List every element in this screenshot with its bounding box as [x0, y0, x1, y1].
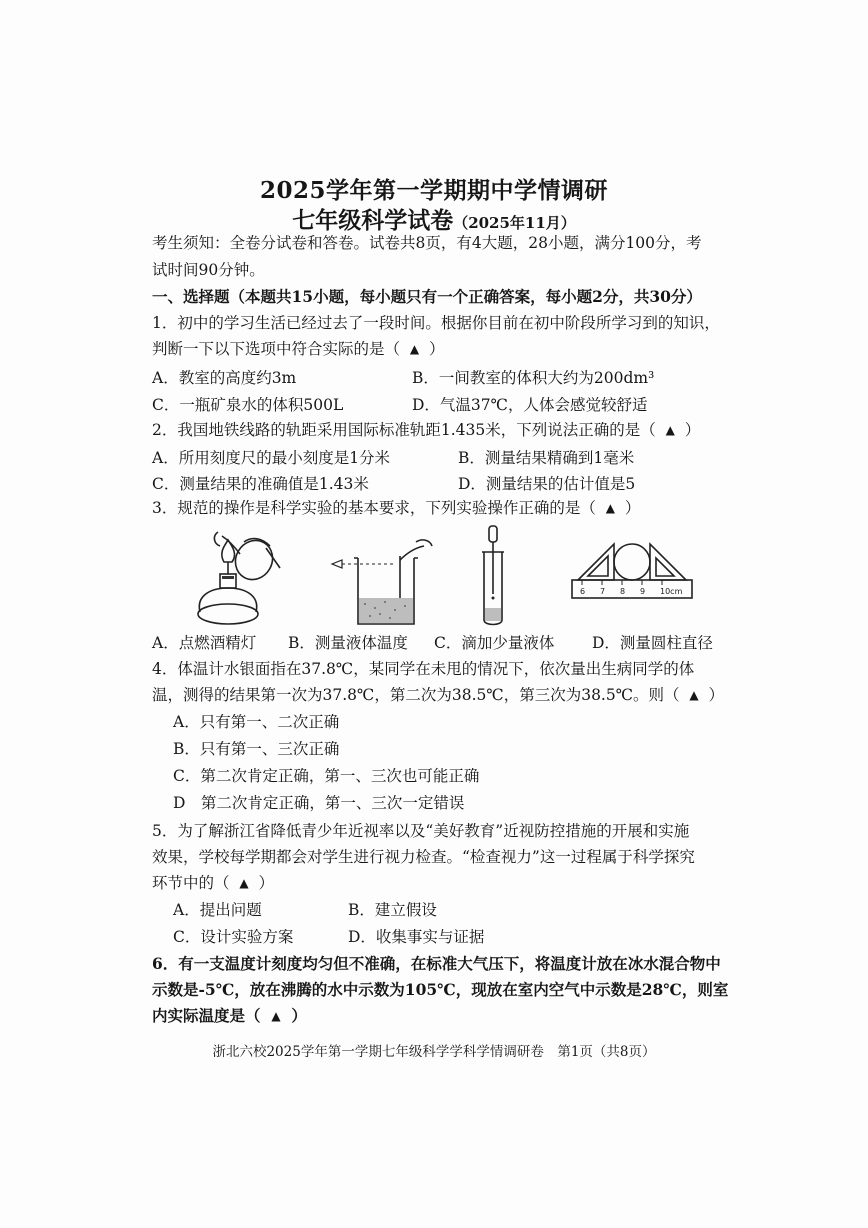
q5-stem-line-1: 5．为了解浙江省降低青少年近视率以及“美好教育”近视防控措施的开展和实施	[152, 822, 690, 840]
ruler-label: 8	[620, 587, 626, 596]
q4-close-paren: ）	[708, 686, 725, 704]
answer-blank-mark: ▲	[271, 1009, 281, 1023]
q3-close-paren: ）	[624, 499, 641, 517]
q5-option-d: D．收集事实与证据	[348, 928, 485, 946]
q5-stem-line-2: 效果，学校每学期都会对学生进行视力检查。“检查视力”这一过程属于科学探究	[152, 848, 695, 866]
answer-blank-mark: ▲	[605, 501, 615, 515]
q2-option-a: A．所用刻度尺的最小刻度是1分米	[152, 449, 391, 467]
q2-close-paren: ）	[684, 421, 701, 439]
notice-line-1: 考生须知：全卷分试卷和答卷。试卷共8页，有4大题，28小题，满分100分，考	[152, 234, 702, 252]
q6-stem-line-2: 示数是-5℃，放在沸腾的水中示数为105℃，现放在室内空气中示数是28℃，则室	[152, 980, 729, 999]
q4-stem-line-1: 4．体温计水银面指在37.8℃，某同学在未甩的情况下，依次量出生病同学的体	[152, 660, 695, 678]
q3-option-b: B．测量液体温度	[288, 634, 408, 652]
q1-stem-line-1: 1．初中的学习生活已经过去了一段时间。根据你目前在初中阶段所学习到的知识，	[152, 314, 720, 332]
q3-stem-text: 3．规范的操作是科学实验的基本要求，下列实验操作正确的是（	[152, 499, 596, 517]
q4-option-d: D 第二次肯定正确，第一、三次一定错误	[173, 794, 465, 812]
notice-line-2: 试时间90分钟。	[152, 261, 265, 279]
q4-stem-text: 温，测得的结果第一次为37.8℃，第二次为38.5℃，第三次为38.5℃。则（	[152, 686, 680, 704]
ruler-label: 6	[580, 587, 586, 596]
q1-option-a: A．教室的高度约3m	[152, 369, 297, 387]
q5-option-b: B．建立假设	[348, 901, 437, 919]
q4-option-a: A．只有第一、二次正确	[173, 713, 340, 731]
q4-stem-line-2	[152, 685, 724, 705]
q5-option-a: A．提出问题	[173, 901, 262, 919]
dropper-test-tube-figure	[478, 524, 508, 628]
q1-close-paren: ）	[428, 340, 445, 358]
exam-subtitle	[0, 202, 868, 235]
answer-blank-mark: ▲	[239, 876, 249, 890]
q2-option-d: D．测量结果的估计值是5	[458, 475, 636, 493]
exam-date: （2025年11月）	[453, 214, 576, 232]
exam-subtitle-main: 七年级科学试卷	[292, 207, 454, 234]
q5-close-paren: ）	[258, 874, 274, 892]
q3-option-a: A．点燃酒精灯	[152, 634, 257, 652]
q3-option-d: D．测量圆柱直径	[592, 634, 713, 652]
q4-option-c: C．第二次肯定正确，第一、三次也可能正确	[173, 767, 480, 785]
q1-option-b: B．一间教室的体积大约为200dm³	[412, 369, 655, 387]
page-footer: 浙北六校2025学年第一学期七年级科学学科学情调研卷 第1页（共8页）	[212, 1044, 656, 1060]
ruler-cylinder-figure	[570, 540, 694, 602]
q5-option-c: C．设计实验方案	[173, 928, 294, 946]
alcohol-lamp-figure	[188, 526, 288, 630]
q6-stem-text: 内实际温度是（	[152, 1006, 261, 1025]
exam-title: 2025学年第一学期期中学情调研	[259, 177, 608, 204]
ruler-label: 9	[640, 587, 646, 596]
ruler-label: 10cm	[660, 587, 683, 596]
answer-blank-mark: ▲	[665, 423, 675, 437]
q1-option-c: C．一瓶矿泉水的体积500L	[152, 396, 344, 414]
q6-stem-line-1: 6．有一支温度计刻度均匀但不准确，在标准大气压下，将温度计放在冰水混合物中	[152, 954, 721, 973]
q1-stem-text: 判断一下以下选项中符合实际的是（	[152, 340, 401, 358]
q2-stem-text: 2．我国地铁线路的轨距采用国际标准轨距1.435米，下列说法正确的是（	[152, 421, 656, 439]
answer-blank-mark: ▲	[689, 688, 699, 702]
q3-stem	[152, 498, 640, 518]
q5-stem-text: 环节中的（	[152, 874, 230, 892]
q2-stem	[152, 420, 700, 440]
section-heading: 一、选择题（本题共15小题，每小题只有一个正确答案，每小题2分，共30分）	[152, 287, 702, 306]
q2-option-c: C．测量结果的准确值是1.43米	[152, 475, 369, 493]
q3-option-c: C．滴加少量液体	[434, 634, 555, 652]
q4-option-b: B．只有第一、三次正确	[173, 740, 340, 758]
q6-stem-line-3	[152, 1006, 307, 1026]
q1-option-d: D．气温37℃，人体会感觉较舒适	[412, 396, 648, 414]
q1-stem-line-2	[152, 339, 444, 359]
answer-blank-mark: ▲	[409, 342, 420, 356]
q6-close-paren: ）	[291, 1006, 307, 1025]
beaker-thermometer-figure	[330, 536, 438, 628]
q5-stem-line-3	[152, 873, 274, 893]
q2-option-b: B．测量结果精确到1毫米	[458, 449, 635, 467]
ruler-label: 7	[600, 587, 606, 596]
